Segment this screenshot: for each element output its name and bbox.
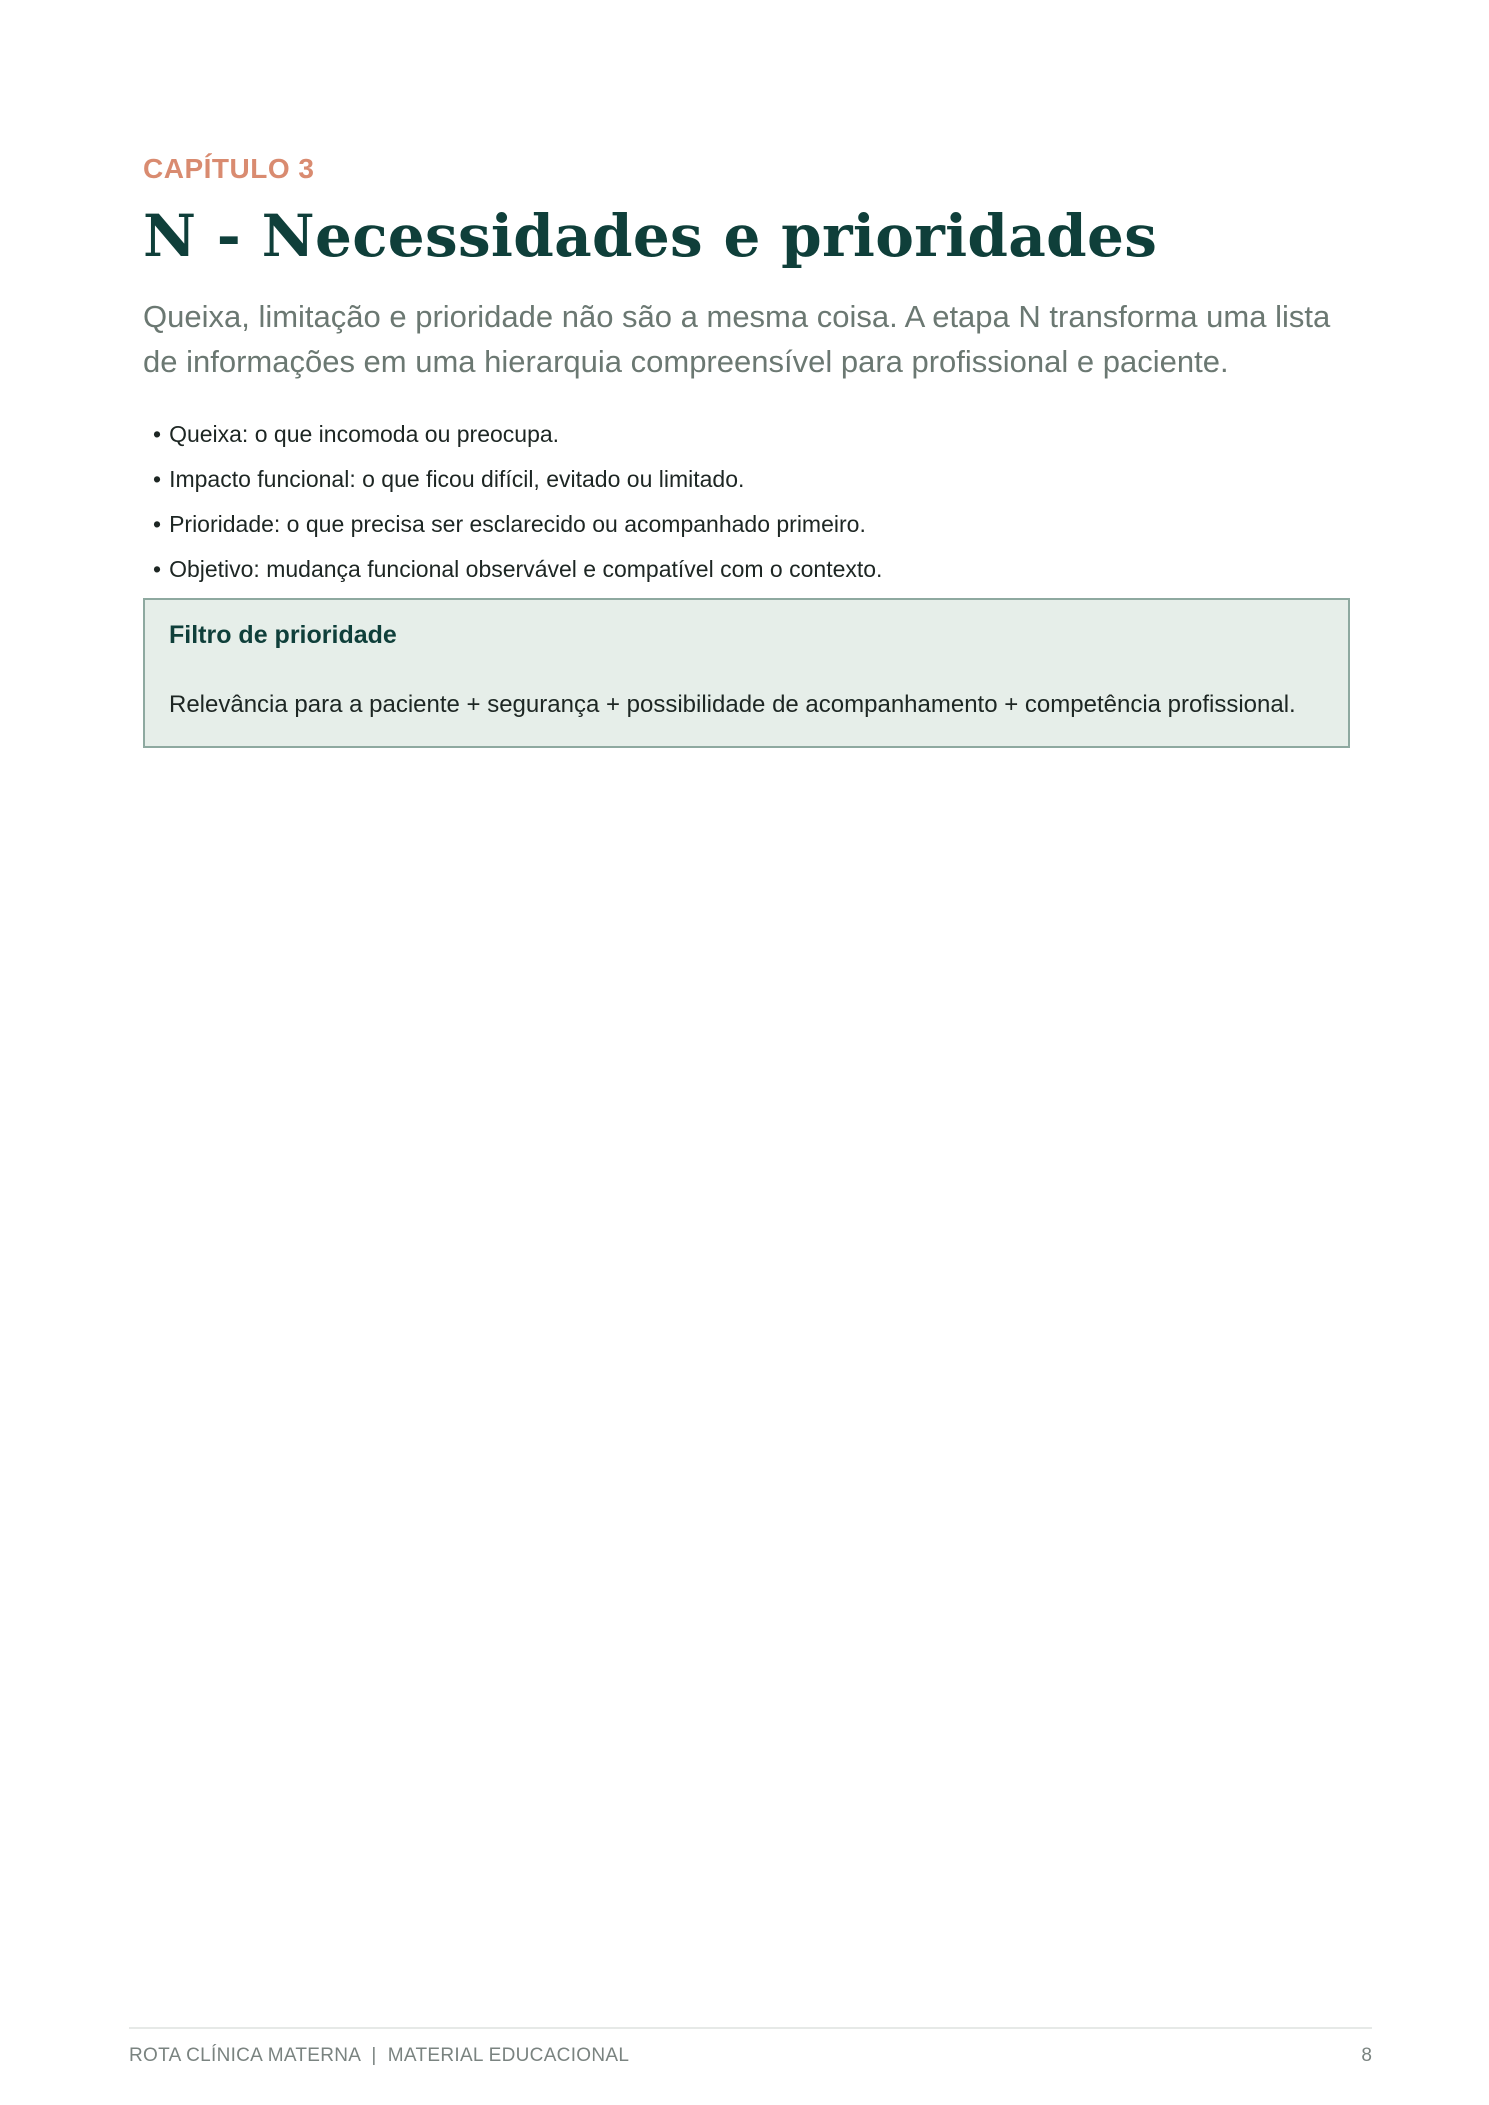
callout-body: Relevância para a paciente + segurança + possibilidade de acompanhamento + competência profissional.	[169, 691, 1296, 718]
list-item	[153, 412, 1350, 457]
list-item	[153, 547, 1350, 592]
bullet-list	[143, 412, 1350, 592]
priority-filter-callout	[143, 598, 1350, 748]
lead-paragraph: Queixa, limitação e prioridade não são a mesma coisa. A etapa N transforma uma lista de informações em uma hierarquia compreensível para profissional e paciente.	[143, 299, 1331, 379]
callout-title: Filtro de prioridade	[169, 621, 397, 649]
page-content	[143, 150, 1350, 748]
bullet-marker: •	[153, 556, 162, 582]
list-item	[153, 457, 1350, 502]
list-item-text: Prioridade: o que precisa ser esclarecido ou acompanhado primeiro.	[169, 511, 866, 537]
page-title: N - Necessidades e prioridades	[143, 202, 1158, 270]
footer-text: ROTA CLÍNICA MATERNA | MATERIAL EDUCACIONAL	[129, 2045, 630, 2066]
page-footer	[129, 2027, 1372, 2066]
bullet-marker: •	[153, 466, 162, 492]
list-item-text: Objetivo: mudança funcional observável e compatível com o contexto.	[169, 556, 883, 582]
page-number: 8	[1361, 2045, 1372, 2066]
list-item	[153, 502, 1350, 547]
list-item-text: Impacto funcional: o que ficou difícil, evitado ou limitado.	[169, 466, 745, 492]
bullet-marker: •	[153, 511, 162, 537]
chapter-label: CAPÍTULO 3	[143, 153, 315, 184]
list-item-text: Queixa: o que incomoda ou preocupa.	[169, 421, 560, 447]
bullet-marker: •	[153, 421, 162, 447]
